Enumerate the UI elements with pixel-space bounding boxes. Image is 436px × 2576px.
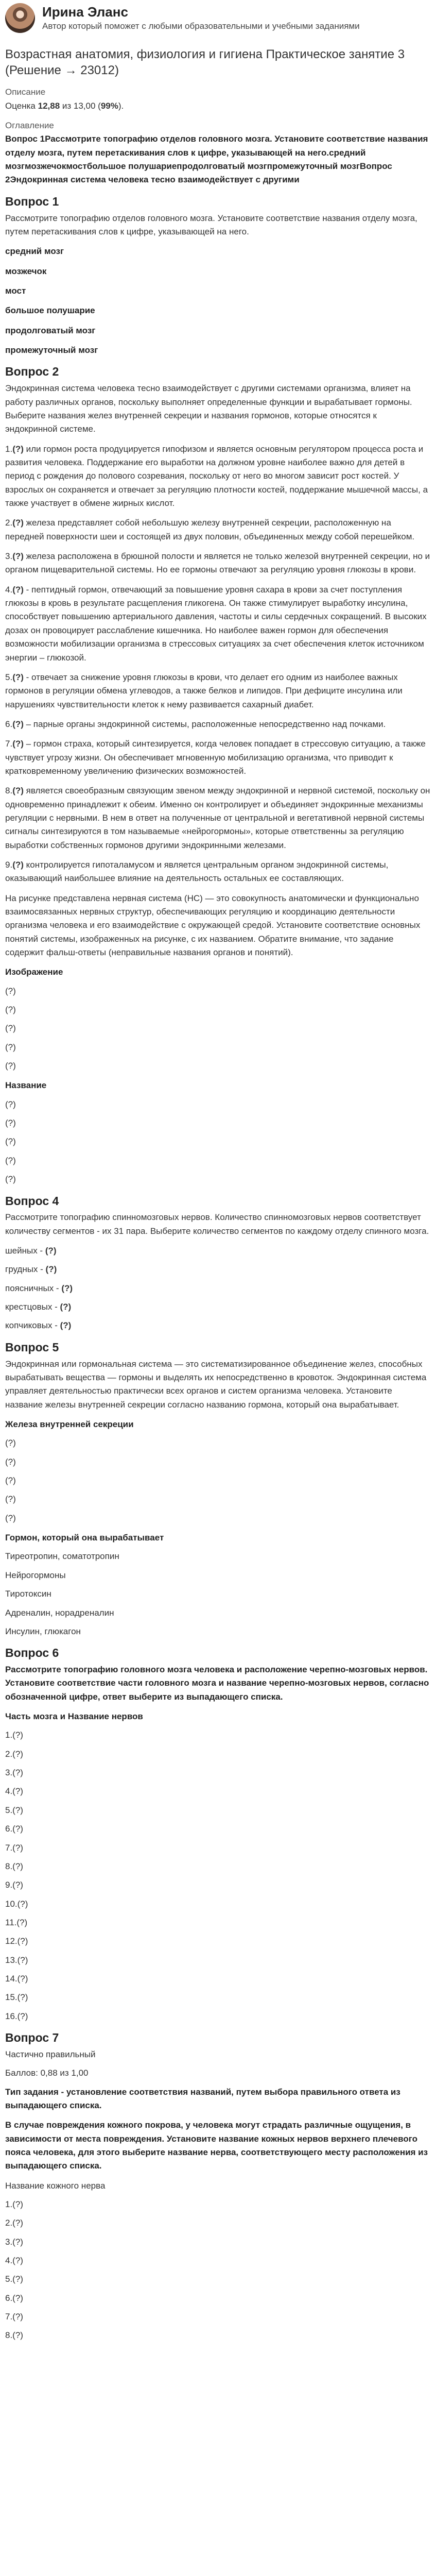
item-text: железа расположена в брюшной полости и является не только железой внутренней секреции, но и органом пищеварительной системы. Но ее гормоны отвечают за регуляцию уровня глюкозы в крови.	[5, 551, 430, 575]
item-text: является своеобразным связующим звеном между эндокринной и нервной системой, поскольку он одновременно принадлежит к обеим. Именно он контролирует и объединяет эндокринные механизмы регуляции с нервными. В нем в ответ на полученные от центральной и вегетативной нервной системы сигналы синтезируются в том называемые «нейрогормоны», которые ответственны за регуляцию выработки собственных гормонов другими эндокринными железами.	[5, 786, 430, 850]
answer-placeholder[interactable]: 10.(?)	[5, 1899, 28, 1909]
answer-placeholder[interactable]: (?)	[5, 1005, 16, 1015]
answer-placeholder[interactable]: (?)	[12, 518, 24, 528]
word-item: продолговатый мозг	[5, 325, 96, 335]
item-text: контролируется гипоталамусом и является центральным органом эндокринной системы, оказывающий наибольшее влияние на деятельность остальных ее составляющих.	[5, 859, 389, 884]
hormone-item: Адреналин, норадреналин	[5, 1607, 114, 1618]
answer-placeholder[interactable]: 6.(?)	[5, 2293, 23, 2303]
score-prefix: Оценка	[5, 100, 38, 111]
question-2-items	[5, 443, 431, 886]
answer-placeholder[interactable]: 8.(?)	[5, 1861, 23, 1871]
answer-placeholder[interactable]: (?)	[12, 739, 24, 749]
answer-placeholder[interactable]: (?)	[45, 1264, 57, 1275]
answer-placeholder[interactable]: 16.(?)	[5, 2011, 28, 2021]
word-item: промежуточный мозг	[5, 345, 98, 355]
question-7-task: Тип задания - установление соответствия названий, путем выбора правильного ответа из выпадающего списка.	[5, 2087, 400, 2110]
answer-placeholder[interactable]: (?)	[5, 1476, 16, 1486]
author-name[interactable]: Ирина Эланс	[42, 4, 128, 20]
word-item: большое полушарие	[5, 306, 95, 316]
item-number: 2.	[5, 518, 13, 528]
answer-placeholder[interactable]: (?)	[5, 986, 16, 996]
item-text: – парные органы эндокринной системы, расположенные непосредственно над почками.	[23, 719, 386, 729]
answer-placeholder[interactable]: (?)	[12, 444, 24, 454]
question-7-heading: Вопрос 7	[5, 2030, 59, 2044]
item-number: 1.	[5, 444, 13, 454]
question-7-points: Баллов: 0,88 из 1,00	[5, 2068, 89, 2078]
item-number: 5.	[5, 672, 13, 682]
item-number: 8.	[5, 786, 13, 796]
hormone-item: Тиреотропин, соматотропин	[5, 1551, 119, 1562]
gland-column-label: Железа внутренней секреции	[5, 1419, 134, 1430]
answer-placeholder[interactable]: (?)	[45, 1246, 57, 1256]
answer-placeholder[interactable]: 3.(?)	[5, 1768, 23, 1778]
answer-placeholder[interactable]: 13.(?)	[5, 1955, 28, 1965]
answer-placeholder[interactable]: (?)	[5, 1118, 16, 1128]
question-7-status: Частично правильный	[5, 2049, 96, 2059]
question-1-heading: Вопрос 1	[5, 194, 59, 208]
item-number: 9.	[5, 859, 13, 870]
question-4-heading: Вопрос 4	[5, 1194, 59, 1208]
question-7-list-label: Название кожного нерва	[5, 2180, 106, 2191]
question-2-intro: Эндокринная система человека тесно взаимодействует с другими системами организма, влияет на работу различных органов, поскольку выполняет определенные функции и вырабатывает гормоны. Выберите названия желез внутренней секреции и названия гормонов, которые относятся к эндокринной системе.	[5, 383, 412, 434]
question-6-text: Рассмотрите топографию головного мозга человека и расположение черепно-мозговых нервов. Установите соответствие части головного мозга и название черепно-мозговых нервов, согласно обозначенной цифре, ответ выберите из выпадающего списка.	[5, 1665, 429, 1702]
hormone-item: Инсулин, глюкагон	[5, 1626, 81, 1636]
description-label: Описание	[5, 87, 46, 97]
item-text: – гормон страха, который синтезируется, когда человек попадает в стрессовую ситуацию, а также чувствует угрозу жизни. Он обеспечивает мгновенную мобилизацию организма, что приводит к кратковременному увеличению физических возможностей.	[5, 739, 426, 776]
answer-placeholder[interactable]: (?)	[5, 1155, 16, 1165]
answer-placeholder[interactable]: (?)	[12, 859, 24, 870]
answer-placeholder[interactable]: (?)	[12, 719, 24, 729]
item-text: или гормон роста продуцируется гипофизом и является основным регулятором процесса роста и развития человека. Поддержание его выработки на должном уровне наиболее важно для детей в период с рождения до полового созревания, поскольку от него во многом зависит рост костей. У взрослых он сохраняется и отвечает за регуляцию плотности костей, поддержание мышечной массы, а также участвует в обмене жирных кислот.	[5, 444, 428, 509]
answer-placeholder[interactable]: (?)	[12, 551, 24, 562]
answer-placeholder[interactable]: (?)	[5, 1023, 16, 1033]
score-value: 12,88	[38, 100, 60, 111]
answer-placeholder[interactable]: 5.(?)	[5, 1805, 23, 1815]
segment-line	[5, 1244, 431, 1258]
answer-placeholder[interactable]: 7.(?)	[5, 2312, 23, 2321]
word-item: мост	[5, 286, 26, 296]
numbered-item	[5, 583, 431, 665]
answer-placeholder[interactable]: 4.(?)	[5, 1786, 23, 1797]
question-1-text: Рассмотрите топографию отделов головного мозга. Установите соответствие названия отделу мозга, путем перетаскивания слов к цифре, указывающей на него.	[5, 213, 417, 237]
answer-placeholder[interactable]: 2.(?)	[5, 2218, 23, 2228]
toc-text: Вопрос 1Рассмотрите топографию отделов головного мозга. Установите соответствие названия отделу мозга, путем перетаскивания слов к цифре, указывающей на него.средний мозгмозжечокмостбольшое полушариепродолговатый мозгпромежуточный мозгВопрос 2Эндокринная система человека тесно взаимодействует с другими	[5, 134, 428, 185]
page-title: Возрастная анатомия, физиология и гигиена Практическое занятие 3 (Решение → 23012)	[5, 47, 405, 78]
numbered-item	[5, 784, 431, 852]
answer-placeholder[interactable]: (?)	[5, 1513, 16, 1523]
question-2-extra-text: На рисунке представлена нервная система (НС) — это совокупность анатомически и функционально взаимосвязанных нервных структур, обеспечивающих регуляцию и координацию деятельности организма человека и его взаимодействие с окружающей средой. Установите соответствие основных понятий системы, изображенных на рисунке, с их названием. Обратите внимание, что задание содержит фальш-ответы (неправильные названия органов и понятий).	[5, 893, 421, 958]
score-middle: из 13,00 (	[60, 100, 101, 111]
name-column-label: Название	[5, 1080, 47, 1091]
segment-label: копчиковых -	[5, 1320, 60, 1331]
answer-placeholder[interactable]: (?)	[5, 1099, 16, 1109]
question-6-list-label: Часть мозга и Название нервов	[5, 1711, 143, 1722]
question-4-text: Рассмотрите топографию спинномозговых нервов. Количество спинномозговых нервов соответствует количеству сегментов - их 31 пара. Выберите количество сегментов по каждому отделу спинного мозга.	[5, 1212, 429, 1236]
answer-placeholder[interactable]: (?)	[5, 1174, 16, 1184]
answer-placeholder[interactable]: (?)	[5, 1042, 16, 1052]
answer-placeholder[interactable]: 8.(?)	[5, 2330, 23, 2341]
answer-placeholder[interactable]: 12.(?)	[5, 1936, 28, 1946]
answer-placeholder[interactable]: 9.(?)	[5, 1880, 23, 1890]
word-item: средний мозг	[5, 246, 64, 257]
question-7-text: В случае повреждения кожного покрова, у человека могут страдать различные ощущения, в зависимости от места повреждения. Установите название кожных нервов верхнего плечевого пояса человека, для этого выберите название нерва, соответствующего месту расположения из выпадающего списка.	[5, 2120, 428, 2171]
numbered-item	[5, 550, 431, 577]
segment-label: грудных -	[5, 1264, 46, 1275]
answer-placeholder[interactable]: (?)	[5, 1456, 16, 1467]
question-5-text: Эндокринная или гормональная система — это систематизированное объединение желез, способных вырабатывать вещества — гормоны и выделять их непосредственно в кровоток. Эндокринная система управляет деятельностью практически всех органов и систем организма человека. Установите название железы внутренней секреции согласно названию гормона, который она вырабатывает.	[5, 1359, 427, 1410]
answer-placeholder[interactable]: (?)	[5, 1494, 16, 1504]
numbered-item	[5, 671, 431, 711]
item-text: железа представляет собой небольшую железу внутренней секреции, расположенную на передней поверхности шеи и состоящей из двух половин, объединенных между собой перешейком.	[5, 518, 415, 541]
segment-line	[5, 1282, 431, 1295]
toc-label: Оглавление	[5, 121, 54, 131]
answer-placeholder[interactable]: (?)	[5, 1438, 16, 1448]
word-item: мозжечок	[5, 266, 47, 276]
item-text: - отвечает за снижение уровня глюкозы в крови, что делает его одним из наиболее важных гормонов в регуляции обмена углеводов, а также белков и липидов. При дефиците инсулина или нарушениях чувствительности клеток к нему развивается сахарный диабет.	[5, 672, 403, 709]
numbered-item	[5, 443, 431, 511]
answer-placeholder[interactable]: (?)	[5, 1137, 16, 1147]
item-number: 6.	[5, 719, 13, 729]
answer-placeholder[interactable]: (?)	[12, 786, 24, 796]
image-column-label: Изображение	[5, 967, 63, 977]
answer-placeholder[interactable]: (?)	[61, 1283, 73, 1293]
numbered-item	[5, 858, 431, 886]
numbered-item	[5, 516, 431, 544]
segment-label: поясничных -	[5, 1283, 62, 1293]
item-text: - пептидный гормон, отвечающий за повышение уровня сахара в крови за счет поступления глюкозы в кровь в результате расщепления гликогена. Он также стимулирует выработку инсулина, способствует повышению артериального давления, частоты и силы сердечных сокращений. В высоких дозах он провоцирует расслабление кишечника. Но наиболее важен гормон для обеспечения возможности мобилизации организма в стрессовых ситуациях за счет обеспечения клеток источником энергии – глюкозой.	[5, 584, 427, 663]
hormone-item: Тиротоксин	[5, 1589, 51, 1599]
answer-placeholder[interactable]: 5.(?)	[5, 2274, 23, 2284]
answer-placeholder[interactable]: 4.(?)	[5, 2255, 23, 2265]
item-number: 4.	[5, 584, 13, 595]
segment-line	[5, 1300, 431, 1314]
answer-placeholder[interactable]: (?)	[12, 584, 24, 595]
author-avatar[interactable]	[5, 3, 35, 33]
answer-placeholder[interactable]: 7.(?)	[5, 1842, 23, 1853]
author-header	[5, 3, 431, 33]
score-percent: 99%	[100, 100, 118, 111]
answer-placeholder[interactable]: 1.(?)	[5, 1730, 23, 1740]
answer-placeholder[interactable]: (?)	[5, 1061, 16, 1071]
numbered-item	[5, 718, 431, 731]
segment-label: крестцовых -	[5, 1302, 60, 1312]
answer-placeholder[interactable]: 3.(?)	[5, 2236, 23, 2247]
answer-placeholder[interactable]: 11.(?)	[5, 1917, 28, 1927]
question-5-heading: Вопрос 5	[5, 1340, 59, 1354]
item-number: 7.	[5, 739, 13, 749]
item-number: 3.	[5, 551, 13, 562]
segment-line	[5, 1263, 431, 1276]
numbered-item	[5, 737, 431, 778]
author-description: Автор который поможет с любыми образовательными и учебными заданиями	[42, 21, 360, 31]
question-6-heading: Вопрос 6	[5, 1646, 59, 1660]
answer-placeholder[interactable]: (?)	[12, 672, 24, 682]
score-line	[5, 99, 431, 113]
hormone-item: Нейрогормоны	[5, 1570, 66, 1580]
segment-line	[5, 1319, 431, 1332]
question-2-heading: Вопрос 2	[5, 365, 59, 379]
score-suffix: ).	[118, 100, 124, 111]
question-1-word-list	[5, 245, 431, 357]
hormone-column-label: Гормон, который она вырабатывает	[5, 1533, 164, 1543]
answer-placeholder[interactable]: (?)	[60, 1320, 72, 1331]
answer-placeholder[interactable]: (?)	[60, 1302, 72, 1312]
segment-label: шейных -	[5, 1246, 45, 1256]
answer-placeholder[interactable]: 6.(?)	[5, 1824, 23, 1834]
answer-placeholder[interactable]: 15.(?)	[5, 1992, 28, 2003]
answer-placeholder[interactable]: 14.(?)	[5, 1973, 28, 1984]
answer-placeholder[interactable]: 2.(?)	[5, 1749, 23, 1759]
author-info	[42, 3, 360, 32]
answer-placeholder[interactable]: 1.(?)	[5, 2199, 23, 2209]
